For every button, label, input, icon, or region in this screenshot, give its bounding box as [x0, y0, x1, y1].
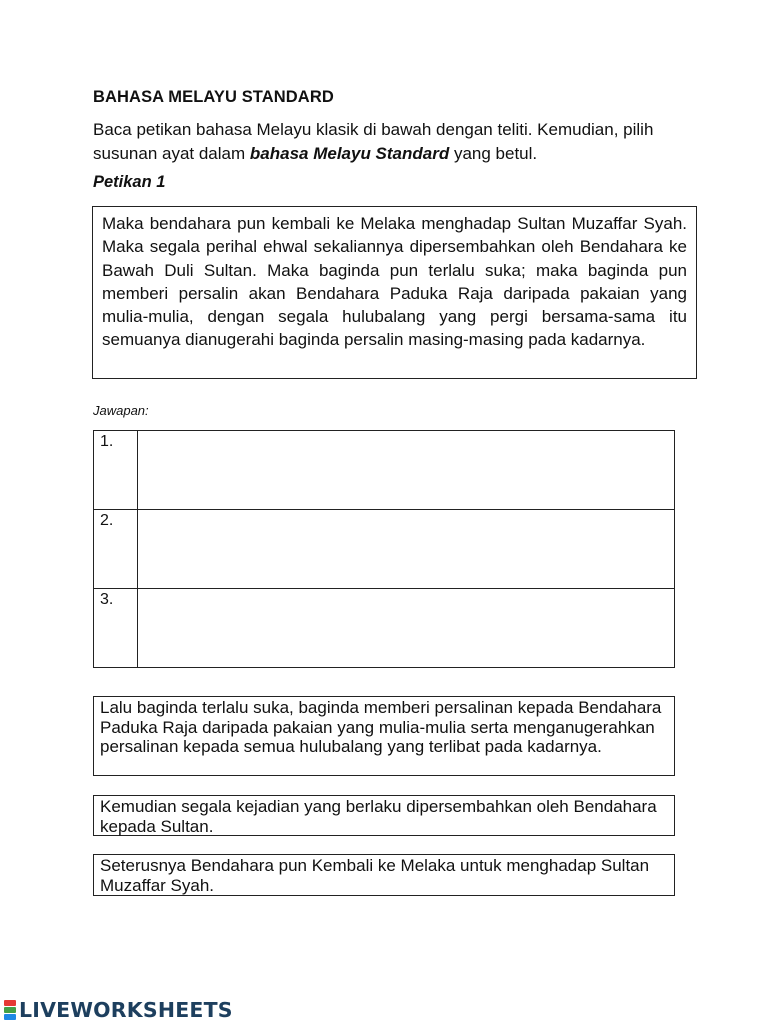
liveworksheets-brand [4, 996, 233, 1024]
draggable-option-2[interactable]: Kemudian segala kejadian yang berlaku dipersembahkan oleh Bendahara kepada Sultan. [93, 795, 675, 836]
passage-box: Maka bendahara pun kembali ke Melaka menghadap Sultan Muzaffar Syah. Maka segala perihal ehwal sekaliannya dipersembahkan oleh Bendahara ke Bawah Duli Sultan. Maka baginda pun terlalu suka; maka baginda pun memberi persalin akan Bendahara Paduka Raja daripada pakaian yang mulia-mulia, dengan segala hulubalang yang pergi bersama-sama itu semuanya dianugerahi baginda persalin masing-masing pada kadarnya. [92, 206, 697, 379]
answer-number: 1. [94, 431, 138, 510]
answer-table [93, 430, 675, 668]
instruction-part-2: yang betul. [449, 144, 538, 163]
instruction-emphasis: bahasa Melayu Standard [249, 144, 450, 163]
answer-row [94, 589, 675, 668]
instruction-text [93, 118, 693, 166]
logo-bar-red [4, 1000, 16, 1006]
draggable-option-1[interactable]: Lalu baginda terlalu suka, baginda memberi persalinan kepada Bendahara Paduka Raja daripada pakaian yang mulia-mulia serta menganugerahkan persalinan kepada semua hulubalang yang terlibat pada kadarnya. [93, 696, 675, 776]
answer-drop-slot-3[interactable] [138, 589, 675, 668]
draggable-option-3[interactable]: Seterusnya Bendahara pun Kembali ke Melaka untuk menghadap Sultan Muzaffar Syah. [93, 854, 675, 896]
logo-bar-green [4, 1007, 16, 1013]
answer-drop-slot-2[interactable] [138, 510, 675, 589]
answer-drop-slot-1[interactable] [138, 431, 675, 510]
answer-row [94, 431, 675, 510]
answer-row [94, 510, 675, 589]
passage-title: Petikan 1 [93, 173, 166, 191]
brand-text: LIVEWORKSHEETS [19, 998, 233, 1022]
liveworksheets-logo-icon [4, 1000, 16, 1020]
instruction-part-1: Baca petikan bahasa Melayu klasik di bawah dengan teliti. Kemudian, pilih susunan ayat dalam [93, 120, 654, 163]
answer-label: Jawapan: [93, 403, 149, 418]
answer-number: 2. [94, 510, 138, 589]
answer-number: 3. [94, 589, 138, 668]
page-heading: BAHASA MELAYU STANDARD [93, 88, 334, 106]
logo-bar-blue [4, 1014, 16, 1020]
